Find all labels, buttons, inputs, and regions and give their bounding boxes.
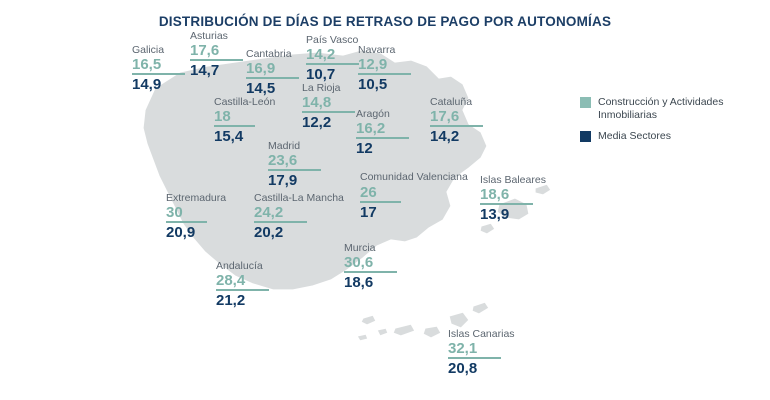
region-value-construccion: 24,2 xyxy=(254,204,307,223)
region-galicia xyxy=(132,44,185,94)
region-value-construccion: 18 xyxy=(214,108,255,127)
region-value-media: 20,8 xyxy=(448,360,478,377)
region-value-media: 12,2 xyxy=(302,114,332,131)
region-name: Galicia xyxy=(132,44,165,56)
region-value-media: 14,5 xyxy=(246,80,276,97)
region-value-construccion: 14,8 xyxy=(302,94,355,113)
region-pais-vasco xyxy=(306,34,359,84)
map-region-lapalma xyxy=(361,315,376,325)
map-region-fuerteventura xyxy=(449,312,469,328)
region-value-media: 14,7 xyxy=(190,62,220,79)
region-value-construccion: 26 xyxy=(360,184,401,203)
region-islas-baleares xyxy=(480,174,546,224)
region-cantabria xyxy=(246,48,299,98)
region-value-media: 15,4 xyxy=(214,128,244,145)
region-name: País Vasco xyxy=(306,34,359,46)
region-value-media: 12 xyxy=(356,140,373,157)
region-value-construccion: 16,5 xyxy=(132,56,185,75)
region-name: Castilla-León xyxy=(214,96,276,108)
region-value-media: 10,5 xyxy=(358,76,388,93)
region-value-media: 17 xyxy=(360,203,377,221)
region-name: Cataluña xyxy=(430,96,473,108)
region-andalucia xyxy=(216,260,269,310)
region-name: Aragón xyxy=(356,108,390,120)
legend xyxy=(580,96,760,152)
region-name: Asturias xyxy=(190,30,228,42)
region-name: Andalucía xyxy=(216,260,263,272)
legend-item-media xyxy=(580,130,760,143)
region-name: La Rioja xyxy=(302,82,341,94)
region-value-construccion: 16,2 xyxy=(356,120,409,139)
region-name: Castilla-La Mancha xyxy=(254,192,344,204)
region-name: Islas Baleares xyxy=(480,174,546,186)
region-value-media: 18,6 xyxy=(344,274,374,291)
page-title: DISTRIBUCIÓN DE DÍAS DE RETRASO DE PAGO POR AUTONOMÍAS xyxy=(158,14,612,29)
region-madrid xyxy=(268,140,321,190)
region-value-media: 14,2 xyxy=(430,128,460,145)
region-comunidad-valenciana xyxy=(360,172,468,222)
region-value-construccion: 17,6 xyxy=(430,108,483,127)
legend-label: Media Sectores xyxy=(598,130,671,142)
region-value-construccion: 16,9 xyxy=(246,60,299,79)
region-value-media: 13,9 xyxy=(480,206,510,223)
legend-label: Construcción y Actividades Inmobiliarias xyxy=(598,96,724,121)
region-value-media: 14,9 xyxy=(132,76,162,93)
region-value-construccion: 14,2 xyxy=(306,46,359,65)
map-region-lanzarote xyxy=(472,302,489,314)
region-value-construccion: 32,1 xyxy=(448,340,501,359)
region-value-media: 21,2 xyxy=(216,292,246,309)
region-asturias xyxy=(190,30,243,80)
region-value-construccion: 28,4 xyxy=(216,272,269,291)
map-region-lagomera xyxy=(377,328,388,336)
region-islas-canarias xyxy=(448,328,515,378)
map-region-ibiza xyxy=(480,223,495,234)
map-region-tenerife xyxy=(393,324,415,336)
region-value-construccion: 30,6 xyxy=(344,254,397,273)
region-value-media: 20,2 xyxy=(254,224,284,241)
map-region-grancanaria xyxy=(423,326,441,338)
square-swatch-icon xyxy=(580,97,591,108)
region-value-construccion: 18,6 xyxy=(480,186,533,205)
region-navarra xyxy=(358,44,411,94)
region-la-rioja xyxy=(302,82,355,132)
region-cataluna xyxy=(430,96,483,146)
region-murcia xyxy=(344,242,397,292)
region-name: Extremadura xyxy=(166,192,227,204)
region-value-media: 10,7 xyxy=(306,66,336,83)
region-name: Cantabria xyxy=(246,48,292,60)
region-castilla-leon xyxy=(214,96,275,146)
region-value-construccion: 30 xyxy=(166,204,207,223)
region-value-media: 20,9 xyxy=(166,224,196,241)
region-value-media: 17,9 xyxy=(268,172,298,189)
region-name: Navarra xyxy=(358,44,396,56)
region-value-construccion: 23,6 xyxy=(268,152,321,171)
region-value-construccion: 12,9 xyxy=(358,56,411,75)
region-name: Murcia xyxy=(344,242,376,254)
region-aragon xyxy=(356,108,409,158)
region-castilla-la-mancha xyxy=(254,192,344,242)
region-name: Comunidad Valenciana xyxy=(360,171,468,183)
region-extremadura xyxy=(166,192,226,242)
map-region-elhierro xyxy=(357,334,368,341)
region-name: Islas Canarias xyxy=(448,328,515,340)
region-name: Madrid xyxy=(268,140,301,152)
square-swatch-icon xyxy=(580,131,591,142)
legend-item-construccion xyxy=(580,96,760,121)
region-value-construccion: 17,6 xyxy=(190,42,243,61)
